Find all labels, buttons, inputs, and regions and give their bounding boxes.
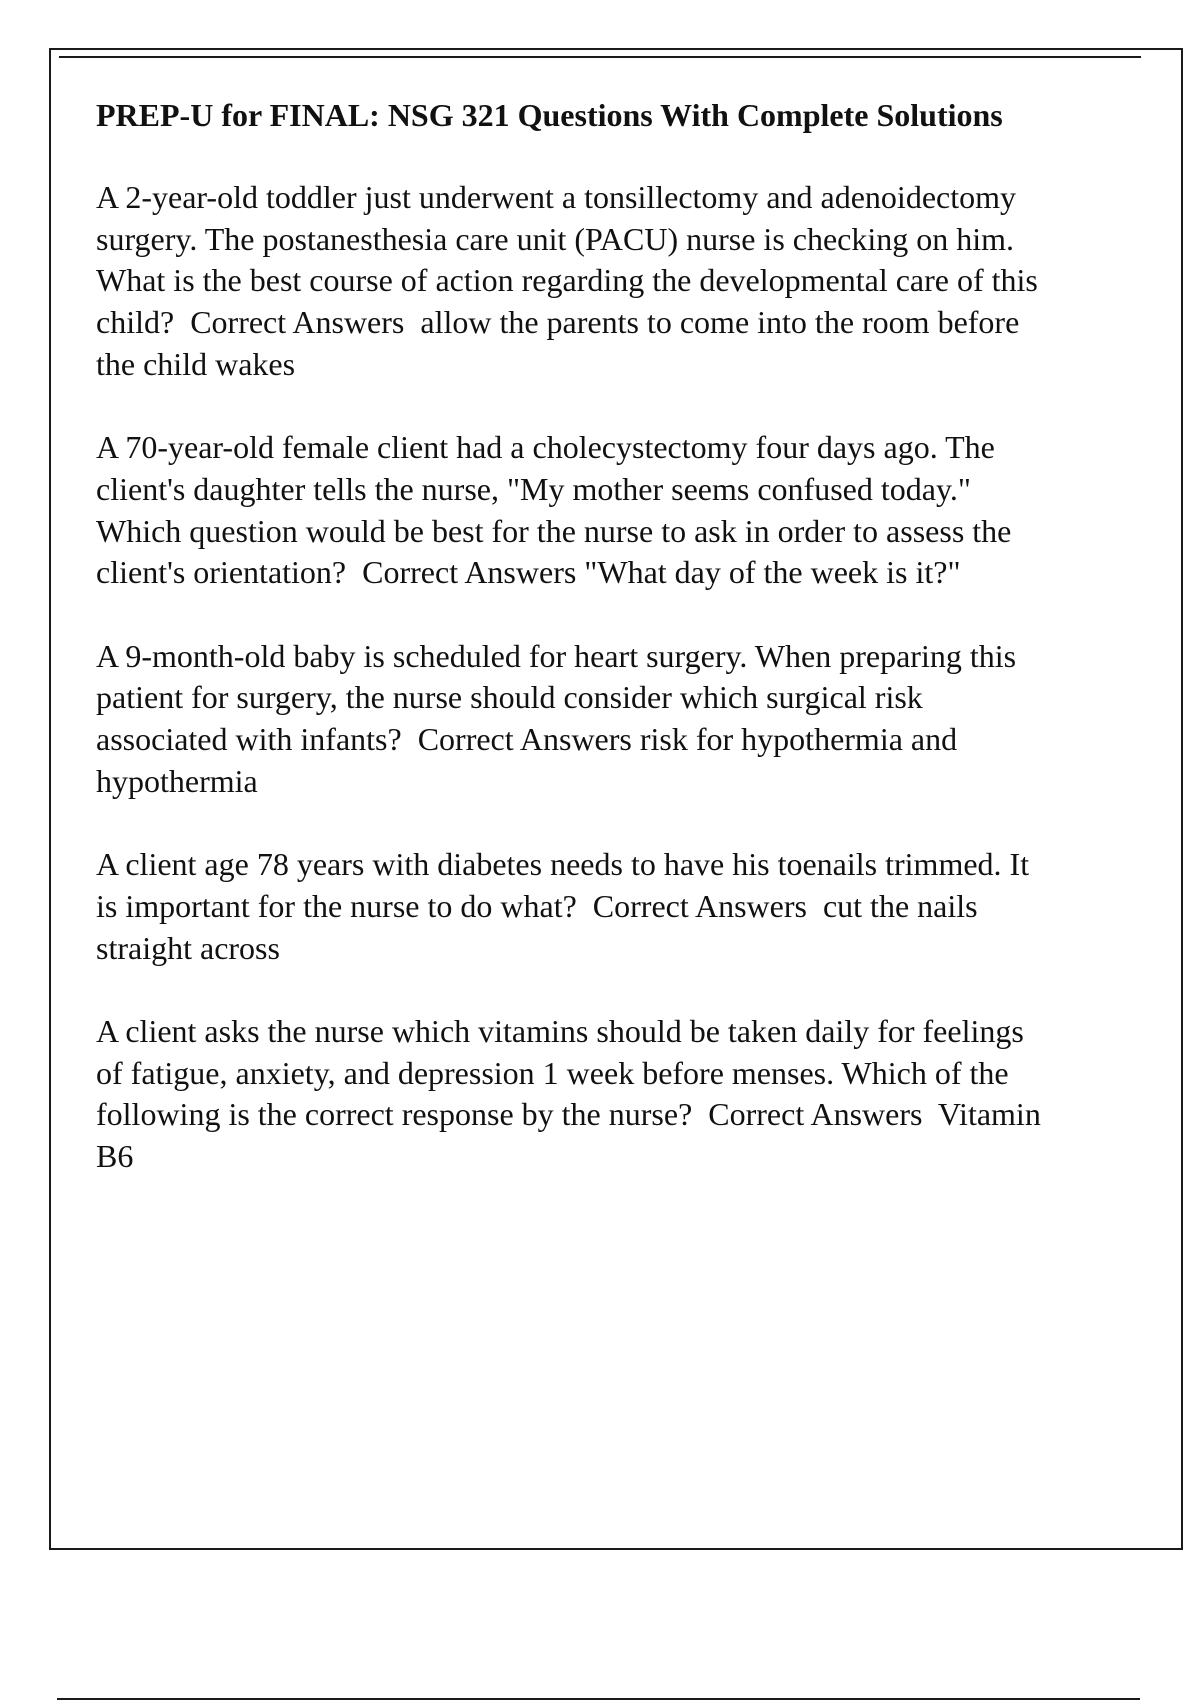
question-text: A 9-month-old baby is scheduled for heart surgery. When preparing this patient for surgery, the nurse should consider which surgical risk associated with infants? <box>96 637 1017 758</box>
top-rule <box>59 56 1141 58</box>
answer-text: cut the nails straight across <box>96 887 978 966</box>
answer-text: Vitamin B6 <box>96 1096 1041 1175</box>
qa-item-4 <box>96 844 1056 969</box>
question-text: A 2-year-old toddler just underwent a tonsillectomy and adenoidectomy surgery. The postanesthesia care unit (PACU) nurse is checking on him. What is the best course of action regarding the developmental care of this child? <box>96 179 1038 341</box>
answer-label: Correct Answers <box>362 554 577 591</box>
question-text: A 70-year-old female client had a cholecystectomy four days ago. The client's daughter tells the nurse, "My mother seems confused today." Which question would be best for the nurse to ask in order to assess the client's orientation? <box>96 429 1012 591</box>
document-title: PREP-U for FINAL: NSG 321 Questions With Complete Solutions <box>96 97 1003 133</box>
document-body <box>96 95 1056 1220</box>
answer-label: Correct Answers <box>592 887 807 924</box>
qa-item-5 <box>96 1011 1056 1178</box>
answer-label: Correct Answers <box>708 1096 923 1133</box>
answer-label: Correct Answers <box>190 304 405 341</box>
answer-label: Correct Answers <box>417 721 632 758</box>
qa-item-2 <box>96 427 1056 594</box>
answer-text: "What day of the week is it?" <box>584 554 961 591</box>
answer-text: allow the parents to come into the room before the child wakes <box>96 304 1020 382</box>
question-text: A client asks the nurse which vitamins should be taken daily for feelings of fatigue, anxiety, and depression 1 week before menses. Which of the following is the correct response by the nurse? <box>96 1013 1024 1133</box>
qa-item-3 <box>96 636 1056 803</box>
question-text: A client age 78 years with diabetes needs to have his toenails trimmed. It is important for the nurse to do what? <box>96 846 1030 924</box>
answer-text: risk for hypothermia and hypothermia <box>96 721 958 799</box>
qa-item-1 <box>96 177 1056 386</box>
